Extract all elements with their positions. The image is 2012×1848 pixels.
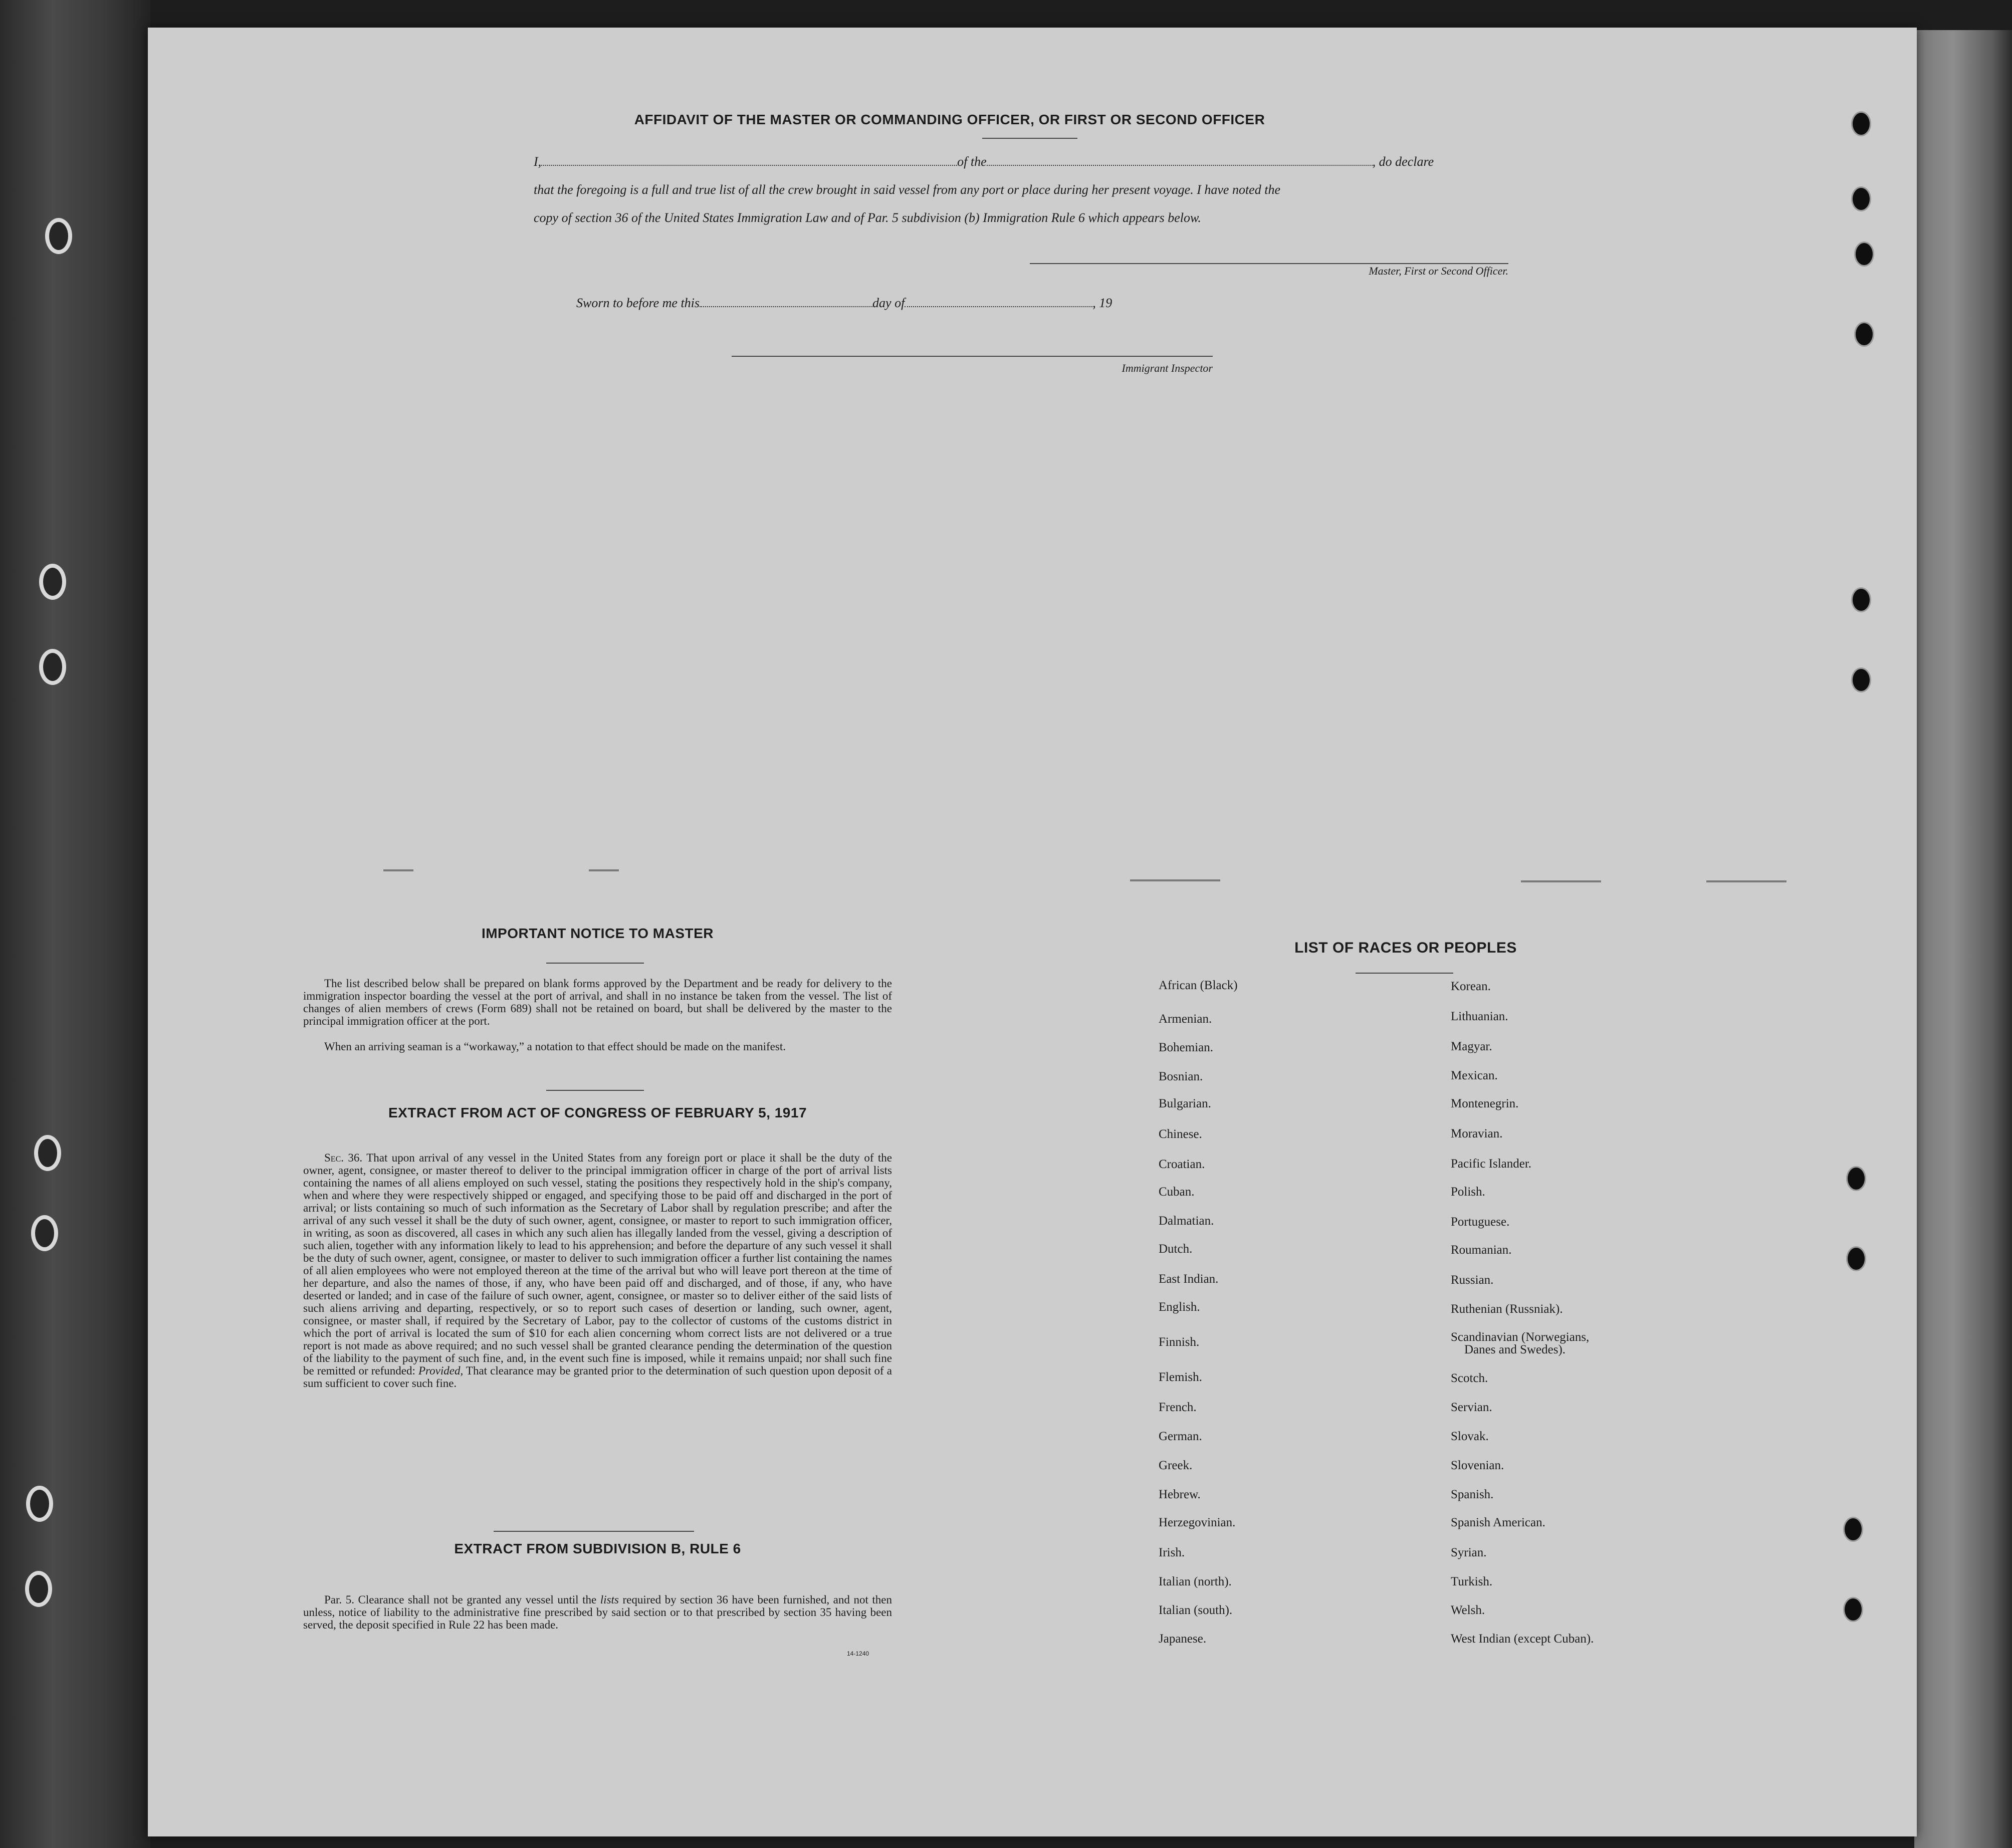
bleed-mark (589, 869, 619, 871)
sworn-day-of: day of (872, 296, 905, 310)
race-item: Bulgarian. (1159, 1097, 1211, 1110)
punch-hole (1856, 243, 1873, 265)
proviso-text: That clearance may be granted prior to the determination of such question upon deposit of a sum sufficient to cover such fine. (303, 1364, 892, 1390)
binder-hole (39, 649, 66, 685)
notice-rule (546, 963, 644, 964)
punch-hole (1853, 188, 1870, 210)
punch-hole (1848, 1248, 1865, 1270)
race-item: Italian (north). (1159, 1575, 1232, 1588)
race-item: Servian. (1451, 1401, 1492, 1414)
race-item: Hebrew. (1159, 1488, 1201, 1501)
race-item: Portuguese. (1451, 1215, 1510, 1229)
rule-text-b: required by section 36 have been furnished, and not then unless, notice of liability to the administrative fine prescribed by said section or to that prescribed by section 35 having been served, the deposit specified in Rule 22 has been made. (303, 1593, 892, 1631)
race-item: Armenian. (1159, 1012, 1212, 1026)
master-caption: Master, First or Second Officer. (1369, 265, 1508, 277)
race-item: Dutch. (1159, 1242, 1193, 1256)
race-item: Irish. (1159, 1546, 1185, 1559)
races-title: LIST OF RACES OR PEOPLES (1294, 940, 1517, 956)
inspector-caption: Immigrant Inspector (1122, 362, 1213, 374)
notice-paragraph-2: When an arriving seaman is a “workaway,” a notation to that effect should be made on the manifest. (324, 1040, 786, 1053)
rule-text-a: Par. 5. Clearance shall not be granted any vessel until the (324, 1593, 597, 1606)
declarant-name-blank[interactable] (541, 156, 957, 166)
bleed-mark (383, 869, 413, 871)
race-item: Croatian. (1159, 1158, 1205, 1171)
race-item-continuation: Danes and Swedes). (1464, 1343, 1566, 1356)
race-item: West Indian (except Cuban). (1451, 1632, 1594, 1646)
race-item: Welsh. (1451, 1603, 1485, 1617)
race-item: Spanish American. (1451, 1516, 1545, 1529)
race-item: Dalmatian. (1159, 1214, 1214, 1228)
bleed-mark (1706, 880, 1786, 882)
vessel-prefix: of the (957, 154, 987, 169)
affidavit-line-2: that the foregoing is a full and true list of all the crew brought in said vessel from any port or place during her present voyage. I have noted the (534, 182, 1280, 197)
punch-hole (1845, 1598, 1862, 1621)
race-item: Syrian. (1451, 1546, 1487, 1559)
punch-hole (1845, 1518, 1862, 1540)
vessel-name-blank[interactable] (987, 156, 1373, 166)
notice-title: IMPORTANT NOTICE TO MASTER (481, 926, 714, 941)
race-item: Slovak. (1451, 1430, 1489, 1443)
section-36-text (303, 1151, 892, 1390)
underlying-page-edge (1914, 30, 2012, 1848)
punch-hole (1853, 589, 1870, 611)
punch-hole (1853, 113, 1870, 135)
race-item: Spanish. (1451, 1488, 1494, 1501)
binder-hole (31, 1215, 58, 1251)
race-item: Italian (south). (1159, 1603, 1233, 1617)
form-number: 14-1240 (847, 1650, 869, 1657)
punch-hole (1848, 1168, 1865, 1190)
race-item: Mexican. (1451, 1069, 1498, 1082)
race-item: Ruthenian (Russniak). (1451, 1302, 1563, 1316)
race-item: Polish. (1451, 1185, 1485, 1199)
race-item: Lithuanian. (1451, 1010, 1508, 1023)
race-item: Scotch. (1451, 1371, 1488, 1385)
binder-hole (45, 218, 72, 254)
act-end-rule (494, 1531, 694, 1532)
rule-lists-word: lists (600, 1593, 619, 1606)
title-rule (982, 138, 1077, 139)
race-item: Flemish. (1159, 1370, 1202, 1384)
race-item: English. (1159, 1300, 1200, 1314)
rule-paragraph (303, 1593, 892, 1631)
race-item: Finnish. (1159, 1335, 1200, 1349)
race-item: Pacific Islander. (1451, 1157, 1532, 1171)
notice-paragraph-1: The list described below shall be prepared on blank forms approved by the Department and be ready for delivery to the immigration inspector boarding the vessel at the port of arrival, and shall in no instance be taken from the vessel. The list of changes of alien members of crews (Form 689) shall not be retained on board, but shall be delivered by the master to the principal immigration officer at the port. (303, 977, 892, 1027)
bleed-mark (1521, 880, 1601, 882)
notice-end-rule (546, 1090, 644, 1091)
section-body: That upon arrival of any vessel in the United States from any foreign port or place it shall be the duty of the owner, agent, consignee, or master thereof to deliver to the principal immigration officer in charge of the port of arrival lists containing the names of all aliens employed on such vessel, stating the positions they respectively hold in the ship's company, when and where they were respectively shipped or engaged, and specifying those to be paid off and discharged in the port of arrival; or lists containing so much of such information as the Secretary of Labor shall by regulation prescribe; and after the arrival of any such vessel it shall be the duty of such owner, agent, consignee, or master to report to such immigration officer, in writing, as soon as discovered, all cases in which any such alien has illegally landed from the vessel, giving a description of such alien, together with any information likely to lead to his apprehension; and before the departure of any such vessel it shall be the duty of such owner, agent, consignee, or master to deliver to such immigration officer a further list containing the names of all alien employees who were not employed thereon at the time of the arrival but who will leave port thereon at the time of her departure, and also the names of those, if any, who have been paid off and discharged, and of those, if any, who have deserted or landed; and in case of the failure of such owner, agent, consignee, or master so to deliver either of the said lists of such aliens arriving and departing, respectively, or so to report such cases of desertion or landing, such owner, agent, consignee, or master shall, if required by the Secretary of Labor, pay to the collector of customs of the customs district in which the port of arrival is located the sum of $10 for each alien concerning whom correct lists are not delivered or a true report is not made as above required; and no such vessel shall be granted clearance pending the determination of the question of the liability to the payment of such fine, and, in the event such fine is imposed, while it remains unpaid; nor shall such fine be remitted or refunded: (303, 1151, 892, 1377)
race-item: Greek. (1159, 1459, 1193, 1472)
section-label: Sec. 36. (324, 1151, 363, 1164)
affidavit-line-1 (534, 148, 1661, 176)
act-extract-title: EXTRACT FROM ACT OF CONGRESS OF FEBRUARY 5, 1917 (388, 1105, 807, 1120)
race-item: Turkish. (1451, 1575, 1493, 1588)
race-item: Montenegrin. (1451, 1097, 1519, 1110)
race-item: East Indian. (1159, 1272, 1219, 1286)
race-item: African (Black) (1159, 979, 1238, 992)
inspector-signature-line[interactable] (732, 356, 1213, 357)
sworn-line (576, 289, 1378, 317)
race-item: Korean. (1451, 980, 1491, 993)
race-item: Chinese. (1159, 1127, 1202, 1141)
races-rule (1356, 973, 1453, 974)
declarant-prefix: I, (534, 154, 542, 169)
sworn-year: , 19 (1092, 296, 1112, 310)
race-item: Slovenian. (1451, 1459, 1504, 1472)
rule-extract-title: EXTRACT FROM SUBDIVISION B, RULE 6 (454, 1541, 741, 1556)
binder-hole (26, 1486, 53, 1522)
race-item: Russian. (1451, 1273, 1494, 1287)
bleed-mark (1130, 879, 1220, 881)
race-item: Moravian. (1451, 1127, 1503, 1140)
binder-hole (39, 564, 66, 600)
race-item: French. (1159, 1401, 1197, 1414)
race-item: Bosnian. (1159, 1070, 1203, 1083)
race-item: German. (1159, 1430, 1202, 1443)
race-item: Japanese. (1159, 1632, 1207, 1646)
punch-hole (1853, 669, 1870, 691)
declare-suffix: , do declare (1372, 154, 1434, 169)
document-page (148, 28, 1917, 1836)
binder-strip (0, 0, 150, 1848)
affidavit-line-3: copy of section 36 of the United States Immigration Law and of Par. 5 subdivision (b) Immigration Rule 6 which appears below. (534, 210, 1201, 225)
proviso-label: Provided, (418, 1364, 464, 1377)
race-item: Bohemian. (1159, 1041, 1214, 1054)
race-item: Cuban. (1159, 1185, 1195, 1199)
affidavit-title: AFFIDAVIT OF THE MASTER OR COMMANDING OFFICER, OR FIRST OR SECOND OFFICER (634, 112, 1265, 127)
punch-hole (1856, 323, 1873, 345)
race-item: Herzegovinian. (1159, 1516, 1236, 1529)
sworn-prefix: Sworn to before me this (576, 296, 700, 310)
sworn-day-blank[interactable] (700, 297, 872, 307)
binder-hole (25, 1571, 52, 1607)
race-item: Roumanian. (1451, 1243, 1512, 1257)
race-item: Scandinavian (Norwegians, (1451, 1330, 1590, 1344)
binder-hole (34, 1135, 61, 1171)
race-item: Magyar. (1451, 1040, 1492, 1053)
sworn-month-blank[interactable] (905, 297, 1092, 307)
